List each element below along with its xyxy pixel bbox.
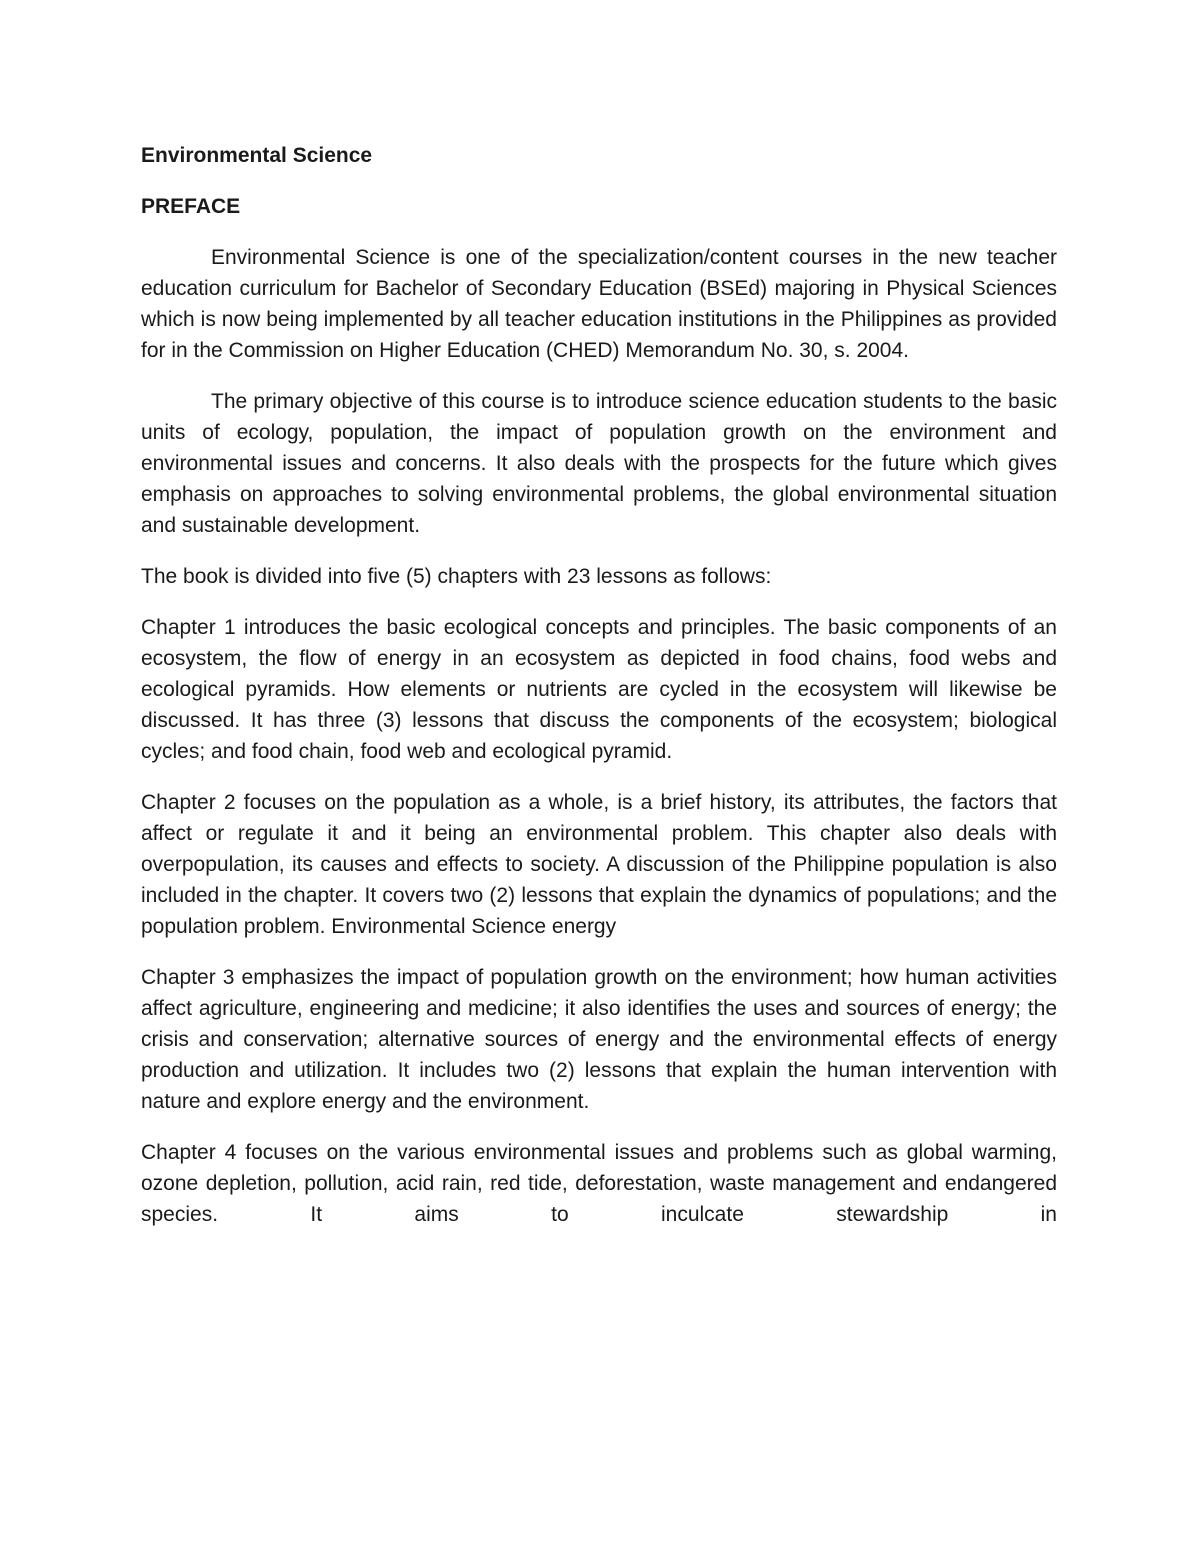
section-heading-preface: PREFACE (141, 195, 241, 218)
paragraph-book-division: The book is divided into five (5) chapters with 23 lessons as follows: (141, 565, 772, 588)
paragraph-chapter-3: Chapter 3 emphasizes the impact of population growth on the environment; how human activities affect agriculture, engineering and medicine; it also identifies the uses and sources of energy; the crisis and conservation; alternative sources of energy and the environmental effects of energy production and utilization. It includes two (2) lessons that explain the human intervention with nature and explore energy and the environment. (141, 966, 1057, 1113)
paragraph-intro: Environmental Science is one of the specialization/content courses in the new teacher education curriculum for Bachelor of Secondary Education (BSEd) majoring in Physical Sciences which is now being implemented by all teacher education institutions in the Philippines as provided for in the Commission on Higher Education (CHED) Memorandum No. 30, s. 2004. (141, 246, 1057, 362)
document-title: Environmental Science (141, 144, 373, 167)
document-body (141, 140, 1057, 1230)
paragraph-objective: The primary objective of this course is to introduce science education students to the basic units of ecology, population, the impact of population growth on the environment and environmental issues and concerns. It also deals with the prospects for the future which gives emphasis on approaches to solving environmental problems, the global environmental situation and sustainable development. (141, 390, 1057, 537)
paragraph-chapter-1: Chapter 1 introduces the basic ecological concepts and principles. The basic components of an ecosystem, the flow of energy in an ecosystem as depicted in food chains, food webs and ecological pyramids. How elements or nutrients are cycled in the ecosystem will likewise be discussed. It has three (3) lessons that discuss the components of the ecosystem; biological cycles; and food chain, food web and ecological pyramid. (141, 616, 1057, 763)
paragraph-chapter-2: Chapter 2 focuses on the population as a whole, is a brief history, its attributes, the factors that affect or regulate it and it being an environmental problem. This chapter also deals with overpopulation, its causes and effects to society. A discussion of the Philippine population is also included in the chapter. It covers two (2) lessons that explain the dynamics of populations; and the population problem. Environmental Science energy (141, 791, 1057, 938)
paragraph-chapter-4: Chapter 4 focuses on the various environmental issues and problems such as global warming, ozone depletion, pollution, acid rain, red tide, deforestation, waste management and endangered species. It aims to inculcate stewardship in (141, 1141, 1057, 1226)
